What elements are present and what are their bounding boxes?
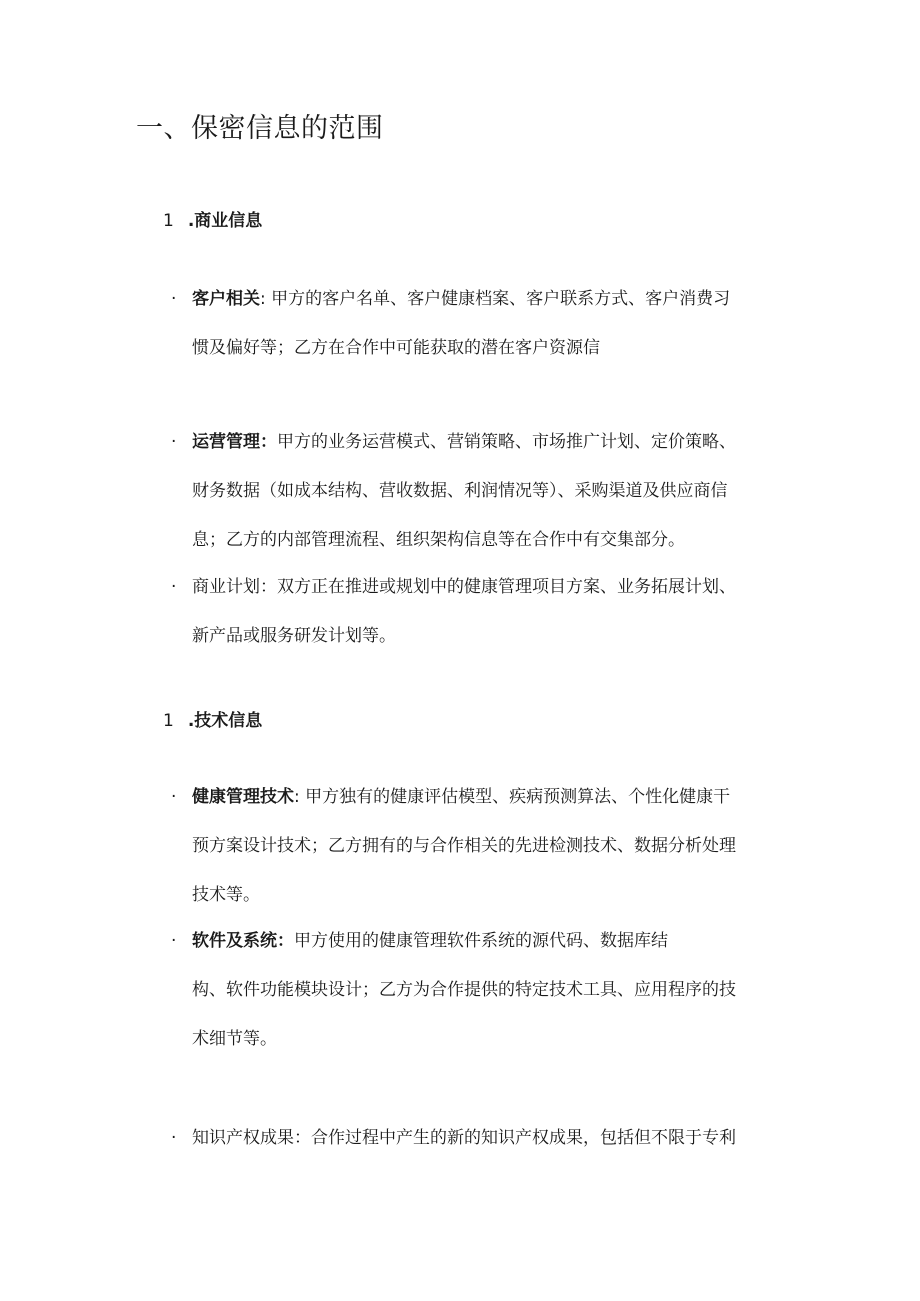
list-item-operations (171, 418, 792, 565)
item-text: 惯及偏好等；乙方在合作中可能获取的潜在客户资源信 (192, 338, 600, 358)
section-heading-business (163, 206, 262, 231)
item-text: 术细节等。 (192, 1029, 277, 1049)
bullet-dot: · (171, 289, 177, 309)
bullet-dot: · (171, 432, 177, 452)
page-title: 一、保密信息的范围 (136, 113, 384, 144)
item-term: 软件及系统： (192, 931, 294, 951)
item-text: : 甲方独有的健康评估模型、疾病预测算法、个性化健康干 (294, 787, 731, 807)
item-text: 预方案设计技术；乙方拥有的与合作相关的先进检测技术、数据分析处理 (192, 836, 736, 856)
item-text: : 甲方的客户名单、客户健康档案、客户联系方式、客户消费习 (260, 289, 731, 309)
item-text: 商业计划：双方正在推进或规划中的健康管理项目方案、业务拓展计划、 (192, 577, 736, 597)
item-text: 息；乙方的内部管理流程、组织架构信息等在合作中有交集部分。 (192, 530, 685, 550)
section-label: .技术信息 (187, 711, 263, 731)
item-text: 甲方使用的健康管理软件系统的源代码、数据库结 (294, 931, 668, 951)
item-text: 甲方的业务运营模式、营销策略、市场推广计划、定价策略、 (277, 432, 736, 452)
item-text: 知识产权成果：合作过程中产生的新的知识产权成果，包括但不限于专利 (192, 1128, 736, 1148)
list-item-business-plan (171, 563, 792, 661)
bullet-dot: · (171, 577, 177, 597)
item-text: 财务数据（如成本结构、营收数据、利润情况等）、采购渠道及供应商信 (192, 481, 728, 501)
list-item-software (171, 917, 792, 1064)
section-heading-technical (163, 706, 262, 731)
item-term: 客户相关 (192, 289, 260, 309)
section-number: 1 (163, 211, 174, 231)
bullet-dot: · (171, 931, 177, 951)
bullet-dot: · (171, 787, 177, 807)
section-label: .商业信息 (187, 211, 263, 231)
item-term: 健康管理技术 (192, 787, 294, 807)
list-item-customer (171, 275, 792, 373)
bullet-dot: · (171, 1128, 177, 1148)
item-text: 技术等。 (192, 885, 260, 905)
item-term: 运营管理： (192, 432, 277, 452)
list-item-health-tech (171, 773, 792, 920)
section-number: 1 (163, 711, 174, 731)
list-item-ip (171, 1114, 792, 1163)
item-text: 新产品或服务研发计划等。 (192, 626, 396, 646)
item-text: 构、软件功能模块设计；乙方为合作提供的特定技术工具、应用程序的技 (192, 980, 736, 1000)
